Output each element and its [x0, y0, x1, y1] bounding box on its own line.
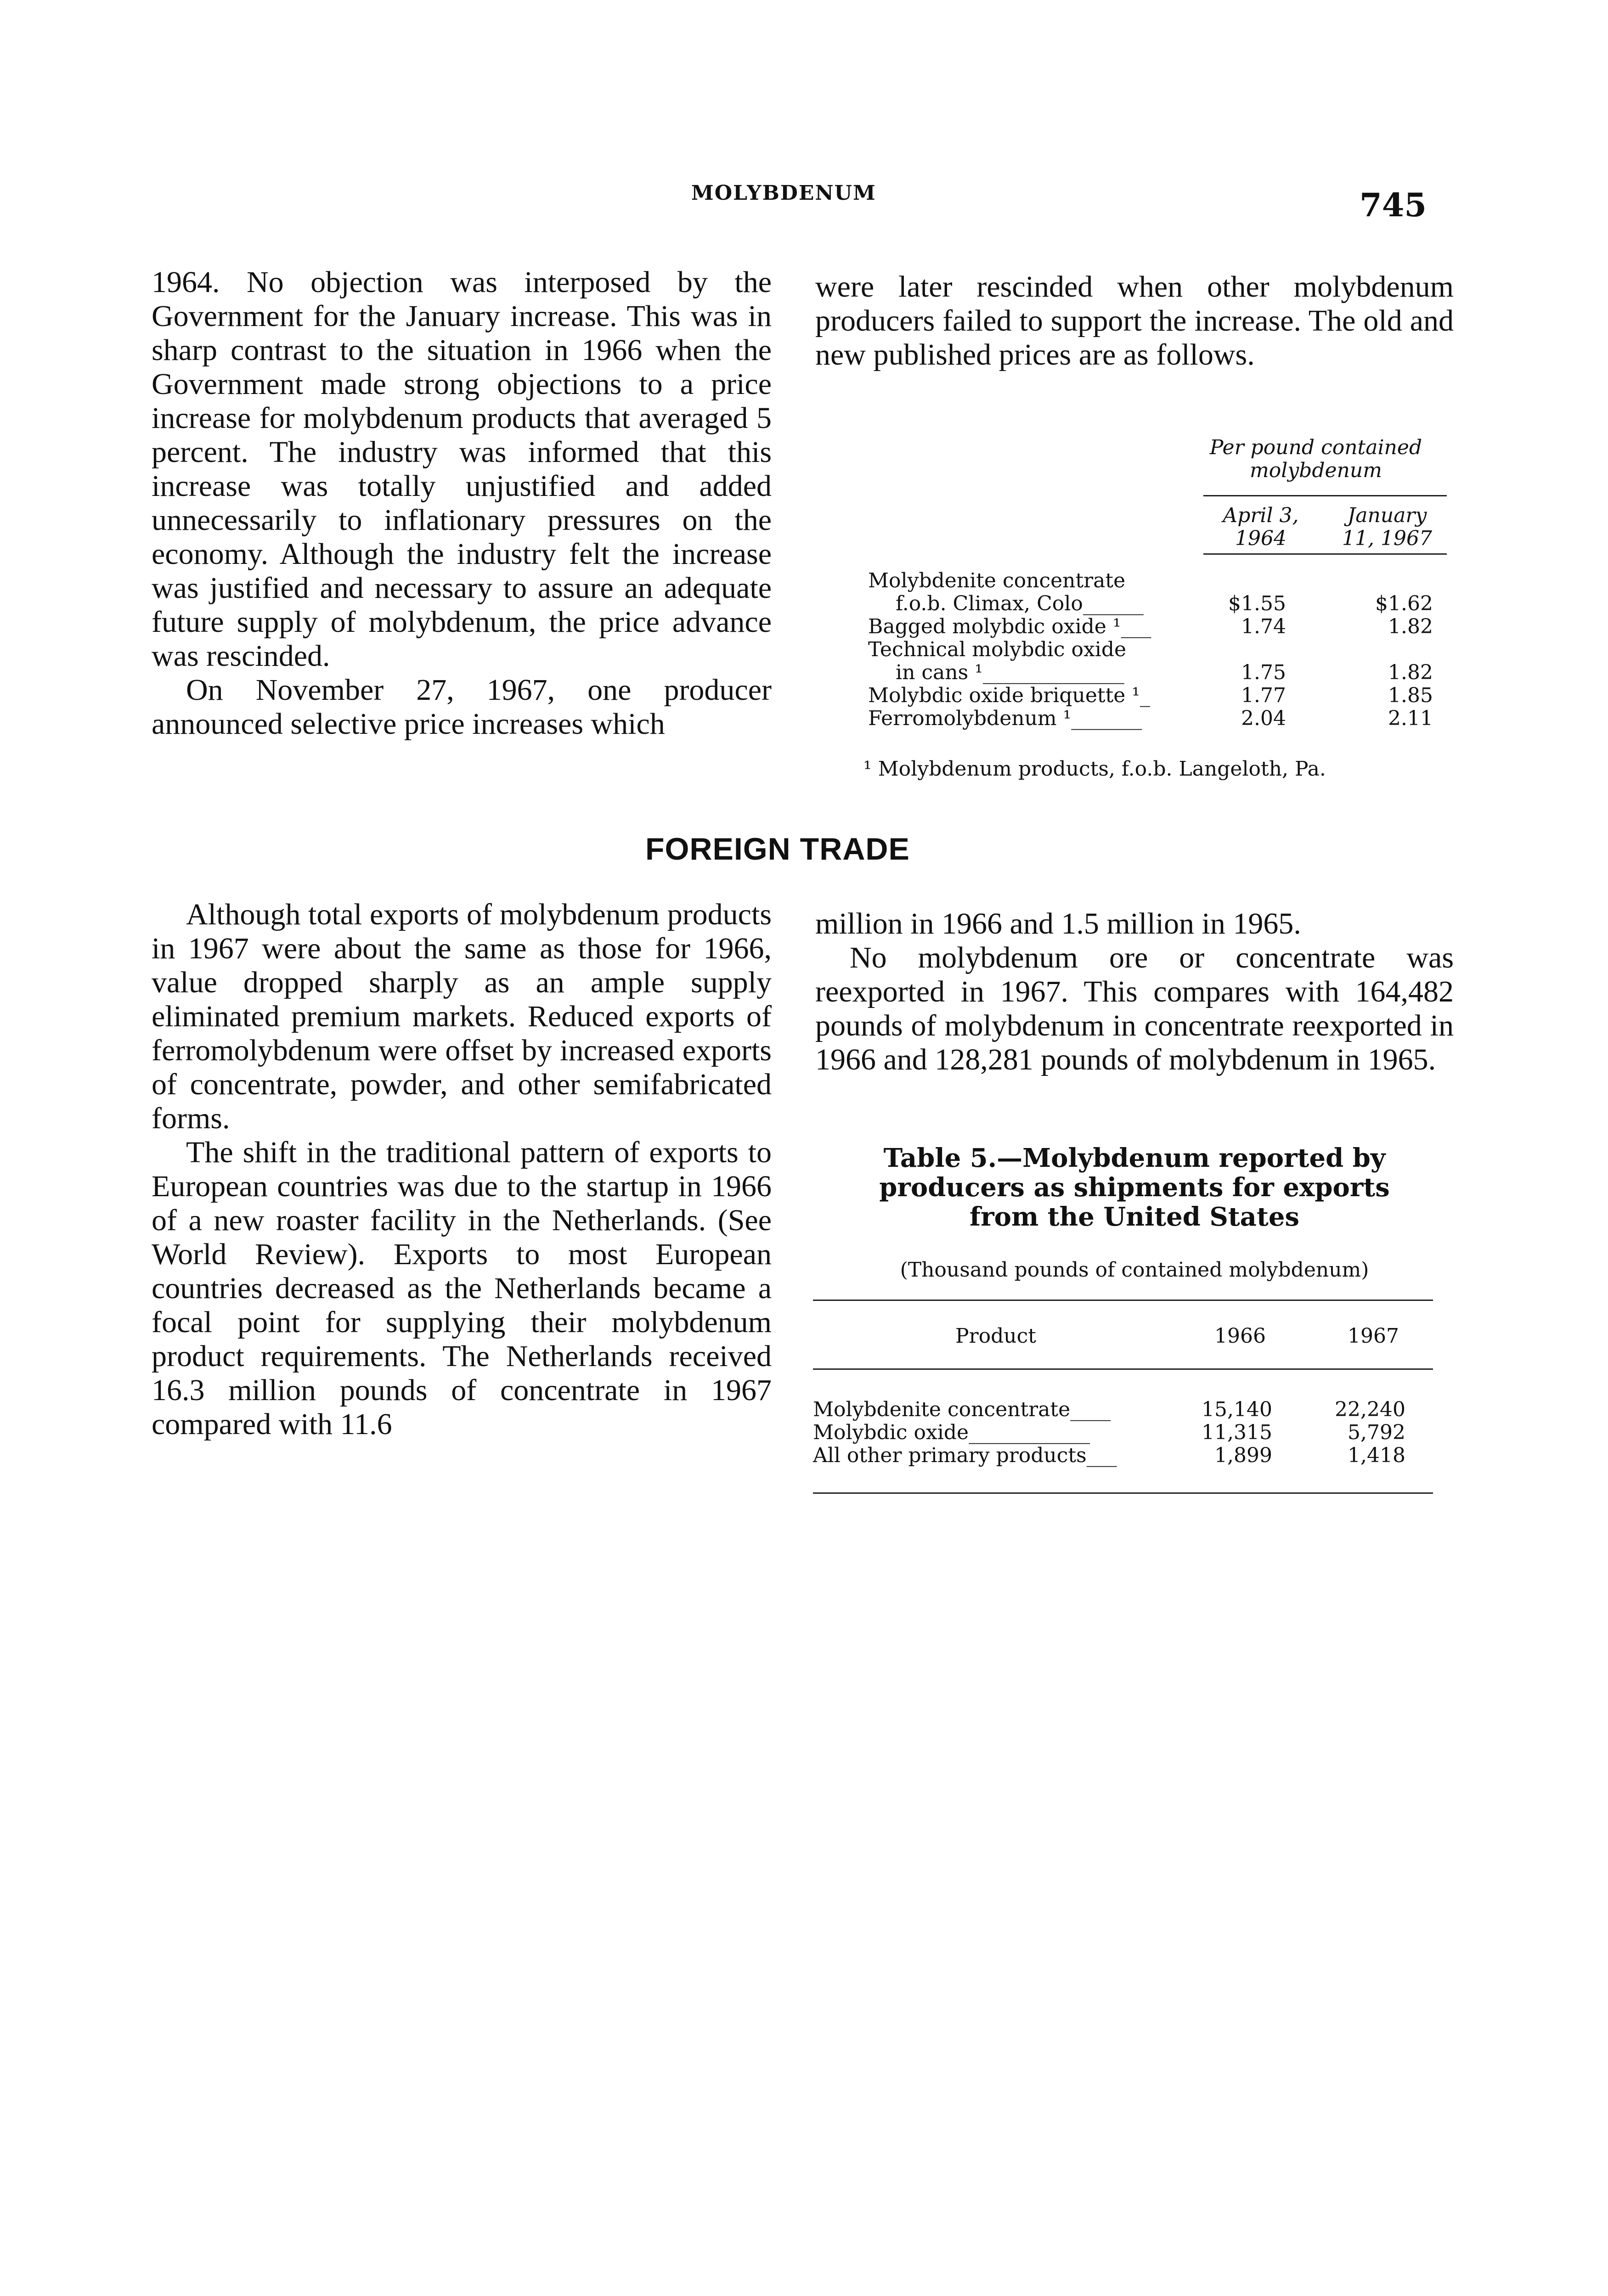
table-row: [868, 638, 1126, 684]
paragraph: million in 1966 and 1.5 million in 1965.: [815, 907, 1301, 940]
table-rule: [813, 1492, 1433, 1494]
value-1966: 11,315: [1202, 1421, 1272, 1444]
table-rule: [1203, 495, 1447, 496]
value-1966: 15,140: [1202, 1398, 1272, 1421]
value-1964: 1.75: [1241, 661, 1286, 684]
value-1967: 1.85: [1388, 684, 1433, 707]
col-header-1967: 1967: [1348, 1324, 1399, 1348]
paragraph: The shift in the traditional pattern of exports to European countries was due to the startup in 1966 of a new roaster facility in the Netherlands. (See World Review). Exports to most European countries decreased as the Netherlands became a focal point for supplying their molybdenum product requirements. The Netherlands received 16.3 million pounds of concentrate in 1967 compared with 11.6: [152, 1136, 772, 1441]
table-rule: [813, 1368, 1433, 1370]
value-1964: $1.55: [1228, 592, 1286, 615]
col-header-1967: [1327, 504, 1447, 550]
col-header-line: April 3,: [1223, 504, 1299, 527]
row-label: Technical molybdic oxide: [868, 638, 1127, 661]
column-left-bottom: [152, 898, 772, 1441]
table-row-label: Molybdic oxide____________: [813, 1421, 1090, 1444]
paragraph: Although total exports of molybdenum products in 1967 were about the same as those for 1966, value dropped sharply as an ample supply eliminated premium markets. Reduced exports of ferromolybdenum were offset by increased exports of concentrate, powder, and other semifabricated forms.: [152, 898, 772, 1135]
table-row-label: All other primary products___: [813, 1444, 1117, 1467]
value-1967: 2.11: [1388, 707, 1433, 730]
table-footnote: ¹ Molybdenum products, f.o.b. Langeloth, Pa.: [863, 757, 1326, 781]
value-1967: 1.82: [1388, 661, 1433, 684]
col-header-1966: 1966: [1214, 1324, 1266, 1348]
column-right-top: [815, 270, 1454, 372]
table-title-line: from the United States: [970, 1202, 1299, 1232]
value-1967: $1.62: [1375, 592, 1433, 615]
value-1966: 1,899: [1214, 1444, 1272, 1467]
table-title-line: Table 5.—Molybdenum reported by: [883, 1143, 1386, 1173]
column-right-bottom: [815, 907, 1454, 1077]
col-header-product: Product: [955, 1324, 1036, 1348]
row-label: Bagged molybdic oxide ¹___: [868, 615, 1151, 638]
col-header-line: 11, 1967: [1342, 527, 1432, 550]
value-1964: 1.77: [1241, 684, 1286, 707]
row-label: Molybdic oxide briquette ¹_: [868, 684, 1150, 707]
value-1964: 1.74: [1241, 615, 1286, 638]
table-rule: [1203, 553, 1447, 555]
table-rule: [813, 1300, 1433, 1301]
price-table: [863, 436, 1447, 785]
row-label: Molybdenite concentrate: [868, 569, 1126, 592]
value-1967: 5,792: [1348, 1421, 1405, 1444]
row-label: Ferromolybdenum ¹_______: [868, 707, 1142, 730]
table-row-label: Molybdenite concentrate____: [813, 1398, 1111, 1421]
section-heading: FOREIGN TRADE: [645, 832, 910, 867]
table-title-line: producers as shipments for exports: [879, 1172, 1390, 1203]
value-1964: 2.04: [1241, 707, 1286, 730]
paragraph: On November 27, 1967, one producer announced selective price increases which: [152, 673, 772, 741]
value-1967: 1.82: [1388, 615, 1433, 638]
paragraph: 1964. No objection was interposed by the Government for the January increase. This was in sharp contrast to the situation in 1966 when the Government made strong objections to a price increase for molybdenum products that averaged 5 percent. The industry was informed that this increase was totally unjustified and added unnecessarily to inflationary pressures on the economy. Although the industry felt the increase was justified and necessary to assure an adequate future supply of molybdenum, the price advance was rescinded.: [152, 265, 772, 673]
col-header-1964: [1203, 504, 1318, 550]
table5-title: [815, 1143, 1454, 1232]
table5: [813, 1300, 1433, 1502]
paragraph: No molybdenum ore or concentrate was reexported in 1967. This compares with 164,482 pounds of molybdenum in concentrate reexported in 1966 and 128,281 pounds of molybdenum in 1965.: [815, 941, 1454, 1076]
price-table-unit-header: [1185, 436, 1447, 482]
row-label: f.o.b. Climax, Colo______: [896, 592, 1144, 615]
table-row: [868, 615, 1151, 638]
page-number: 745: [1360, 186, 1427, 224]
value-1967: 22,240: [1335, 1398, 1405, 1421]
value-1967: 1,418: [1348, 1444, 1405, 1467]
col-header-line: 1964: [1235, 527, 1286, 550]
table5-subtitle: (Thousand pounds of contained molybdenum): [900, 1258, 1369, 1282]
col-header-line: January: [1347, 504, 1427, 527]
table-row: [868, 684, 1150, 707]
row-label: in cans ¹______________: [896, 661, 1124, 684]
running-title: MOLYBDENUM: [691, 181, 876, 205]
table-row: [868, 707, 1142, 730]
column-left-top: [152, 265, 772, 741]
unit-header-line: Per pound contained: [1209, 436, 1422, 459]
paragraph: were later rescinded when other molybdenum producers failed to support the increase. The old and new published prices are as follows.: [815, 270, 1454, 371]
table-row: [868, 569, 1144, 615]
unit-header-line: molybdenum: [1250, 459, 1382, 482]
